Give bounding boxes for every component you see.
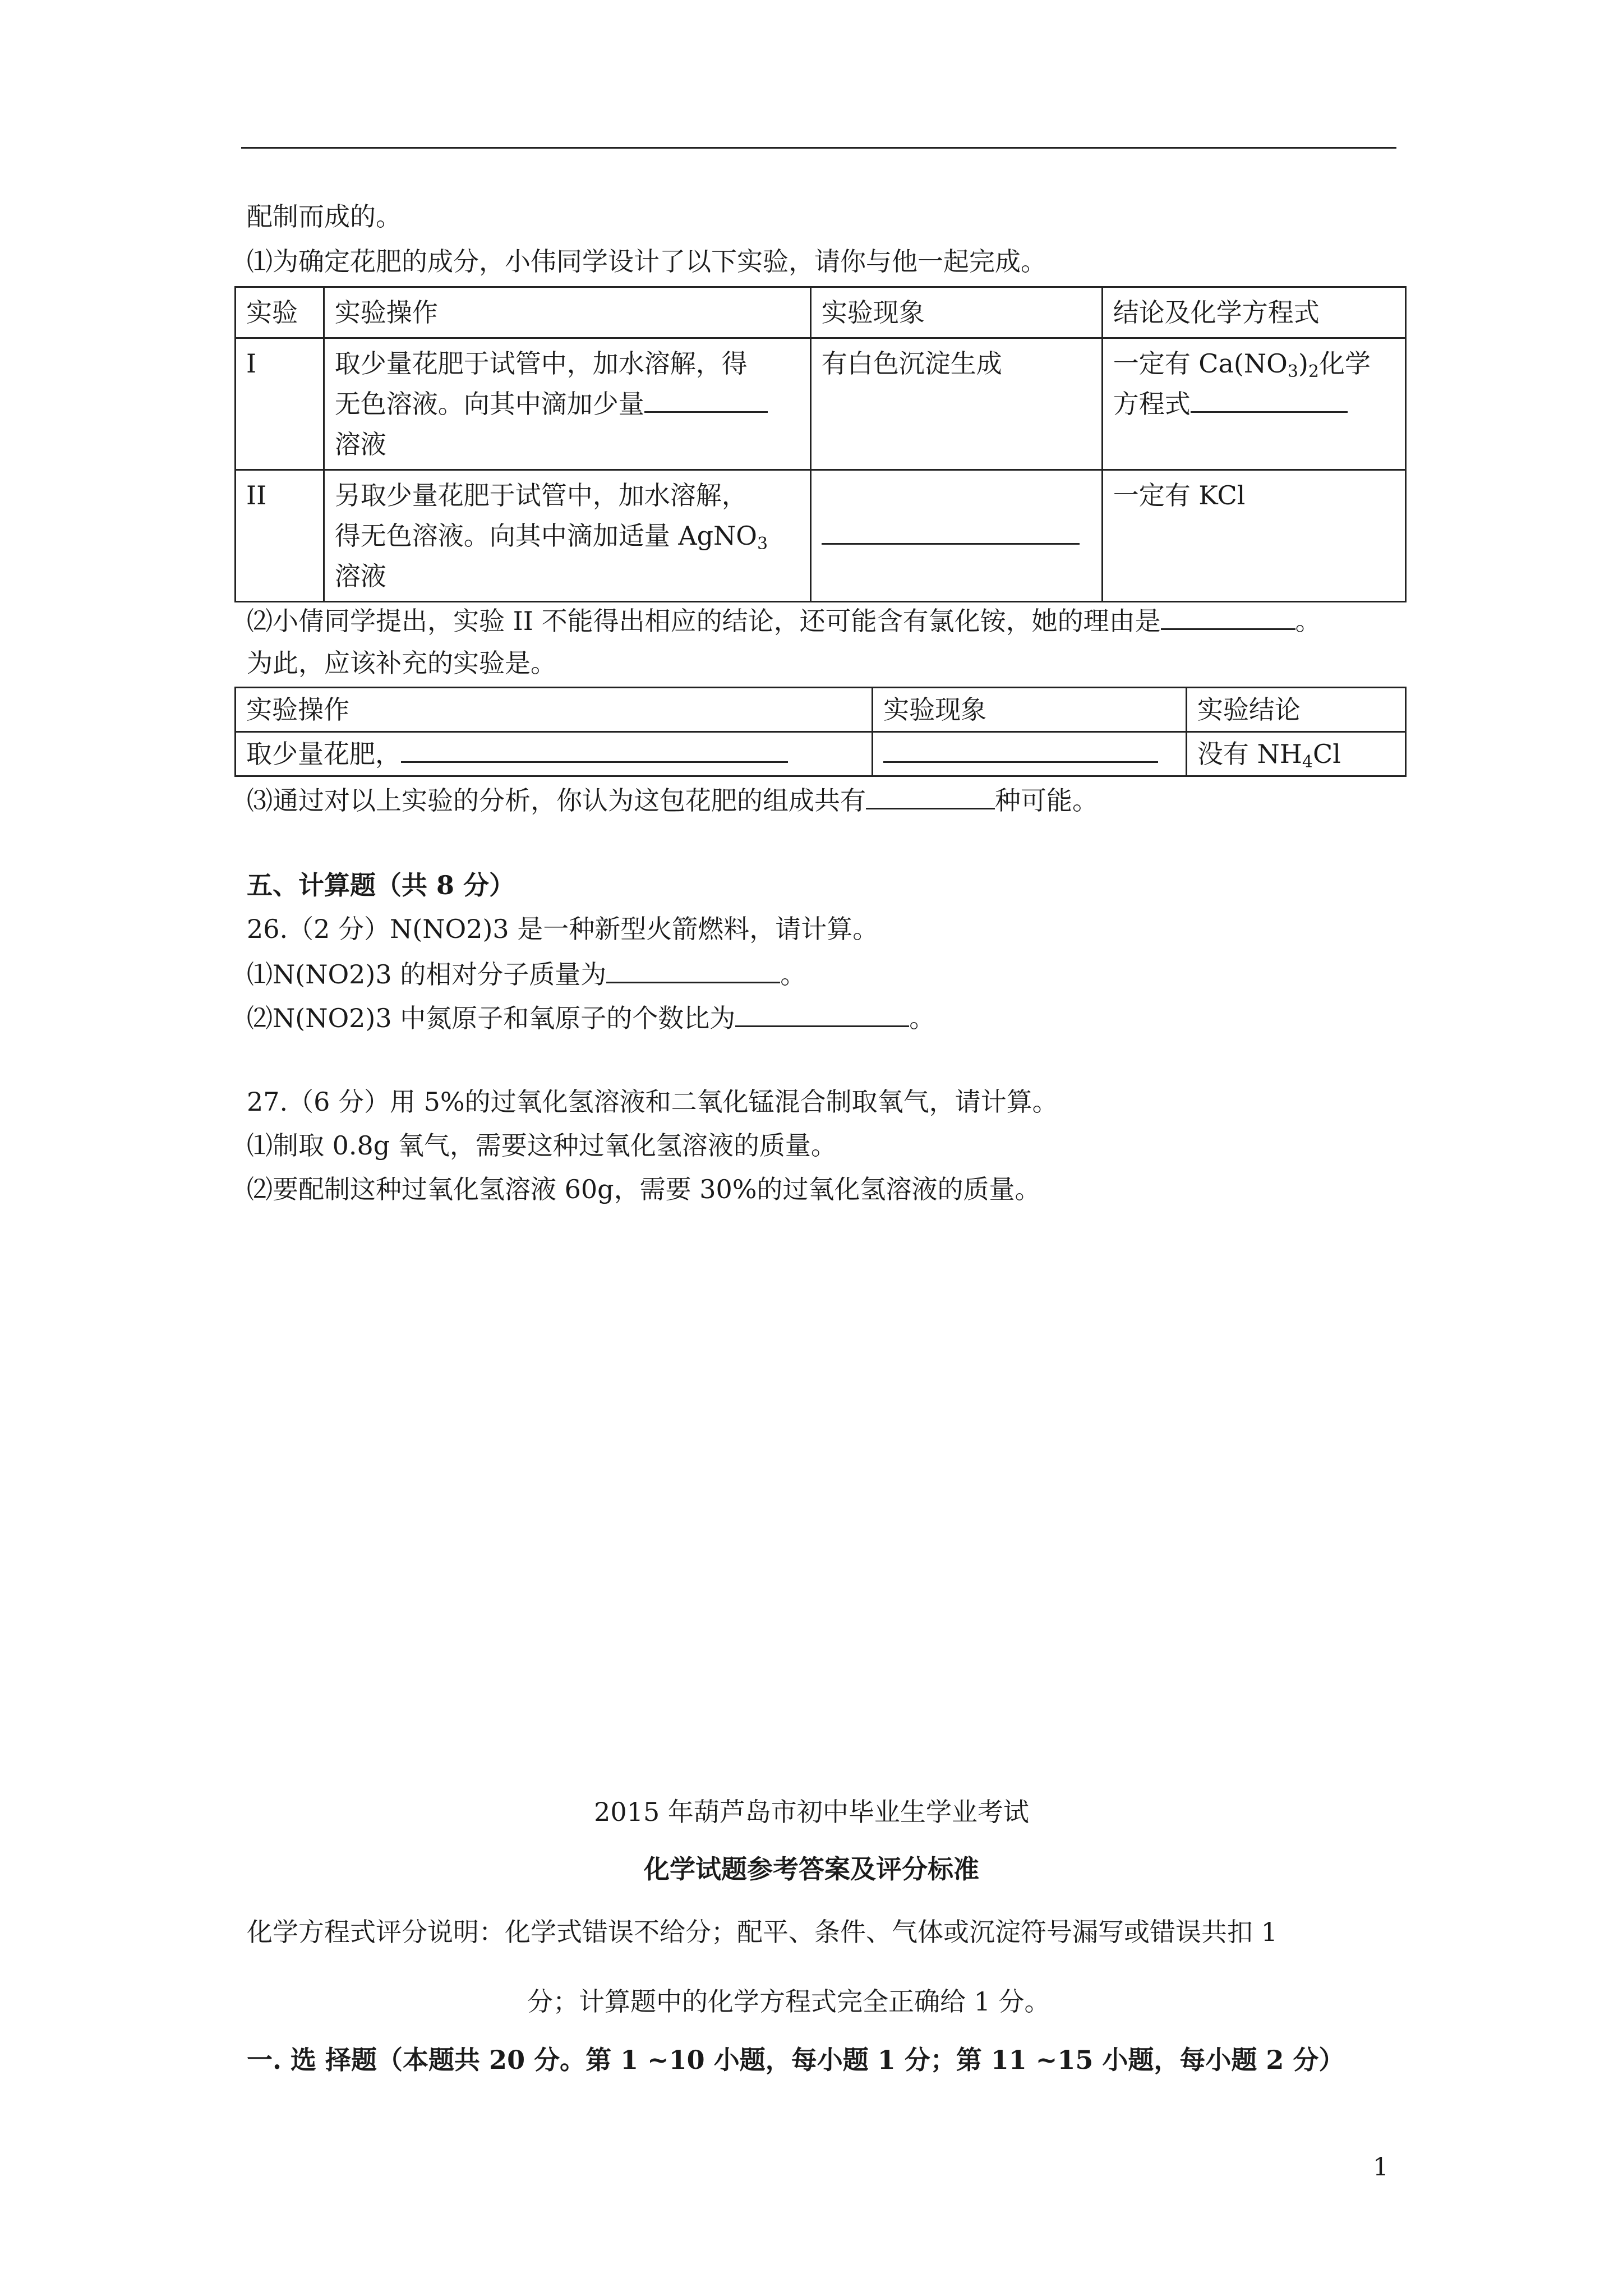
- header-cell: 实验结论: [1186, 688, 1405, 732]
- experiment-conclusion: [1186, 732, 1405, 776]
- question-text: 。: [1295, 606, 1321, 636]
- subscript: 4: [1302, 752, 1313, 772]
- subscript: 2: [1308, 362, 1319, 381]
- cell-text: 取少量花肥，: [246, 739, 401, 769]
- header-cell: 实验现象: [810, 287, 1102, 338]
- cell-line: [335, 384, 800, 424]
- answer-blank: [644, 386, 768, 413]
- table-row: [236, 470, 1406, 602]
- question-text: ⑵N(NO2)3 中氮原子和氧原子的个数比为: [247, 1003, 736, 1033]
- question-text: ⑵小倩同学提出，实验 II 不能得出相应的结论，还可能含有氯化铵，她的理由是: [247, 606, 1161, 636]
- experiment-conclusion: 一定有 KCl: [1102, 470, 1405, 602]
- experiment-operation: [324, 338, 810, 470]
- scoring-note-line-2: 分；计算题中的化学方程式完全正确给 1 分。: [527, 1986, 1050, 2017]
- cell-line: [822, 516, 1091, 556]
- formula-text: 一定有 Ca(NO: [1113, 348, 1288, 379]
- scoring-note-line-1: 化学方程式评分说明：化学式错误不给分；配平、条件、气体或沉淀符号漏写或错误共扣 1: [247, 1917, 1278, 1947]
- subscript: 3: [757, 534, 768, 554]
- formula-text: ): [1298, 348, 1308, 379]
- answer-blank: [1191, 386, 1348, 413]
- answer-blank: [822, 518, 1080, 545]
- question-2-line-1: [247, 604, 1321, 638]
- experiment-phenomenon: [873, 732, 1187, 776]
- table-row: [236, 338, 1406, 470]
- experiment-conclusion: [1102, 338, 1405, 470]
- question-2-line-2: 为此，应该补充的实验是。: [247, 648, 556, 678]
- cell-text: 得无色溶液。向其中滴加适量 AgNO: [334, 521, 757, 551]
- formula-text: 没有 NH: [1197, 739, 1302, 769]
- table-header-row: [236, 287, 1406, 338]
- experiment-id: I: [236, 338, 324, 470]
- question-26-part-2: [247, 1001, 935, 1035]
- answer-key-title: 2015 年葫芦岛市初中毕业生学业考试: [594, 1797, 1029, 1827]
- experiment-phenomenon: 有白色沉淀生成: [810, 338, 1102, 470]
- question-text: ⑴N(NO2)3 的相对分子质量为: [247, 959, 607, 990]
- question-text: 。: [909, 1003, 935, 1033]
- cell-line: [335, 516, 800, 556]
- answer-blank: [401, 737, 788, 763]
- intro-line: 配制而成的。: [247, 201, 402, 232]
- question-3-line: [247, 783, 1098, 817]
- experiment-phenomenon: [810, 470, 1102, 602]
- question-text: 。: [780, 959, 806, 990]
- formula-text: Cl: [1313, 739, 1341, 769]
- experiment-id: II: [236, 470, 324, 602]
- header-cell: 实验: [236, 287, 324, 338]
- cell-text: 无色溶液。向其中滴加少量: [334, 389, 644, 419]
- cell-line: [1113, 384, 1395, 424]
- experiment-table-1: [234, 286, 1407, 602]
- question-26: 26.（2 分）N(NO2)3 是一种新型火箭燃料，请计算。: [247, 914, 879, 944]
- question-27: 27.（6 分）用 5%的过氧化氢溶液和二氧化锰混合制取氧气，请计算。: [247, 1087, 1058, 1117]
- section-1-title: 一. 选 择题（本题共 20 分。第 1 ~10 小题，每小题 1 分；第 11 ~15 小题，每小题 2 分）: [247, 2045, 1345, 2075]
- experiment-operation: [324, 470, 810, 602]
- header-cell: 实验操作: [236, 688, 873, 732]
- subscript: 3: [1287, 362, 1298, 381]
- answer-key-subtitle: 化学试题参考答案及评分标准: [644, 1854, 979, 1884]
- cell-line: 溶液: [334, 561, 386, 591]
- cell-text: 方程式: [1113, 389, 1191, 419]
- header-cell: 实验现象: [873, 688, 1187, 732]
- cell-line: [1113, 343, 1395, 384]
- section-5-title: 五、计算题（共 8 分）: [247, 870, 515, 900]
- answer-blank: [866, 783, 995, 809]
- question-1-prompt: ⑴为确定花肥的成分，小伟同学设计了以下实验，请你与他一起完成。: [247, 246, 1046, 277]
- experiment-table-2: [234, 687, 1407, 777]
- question-27-part-2: ⑵要配制这种过氧化氢溶液 60g，需要 30%的过氧化氢溶液的质量。: [247, 1174, 1041, 1204]
- question-text: 种可能。: [995, 785, 1098, 816]
- answer-blank: [735, 1001, 909, 1027]
- cell-line: 取少量花肥于试管中，加水溶解，得: [334, 348, 748, 379]
- question-26-part-1: [247, 957, 806, 991]
- cell-line: 另取少量花肥于试管中，加水溶解，: [334, 480, 748, 510]
- header-cell: 结论及化学方程式: [1102, 287, 1405, 338]
- experiment-operation: [236, 732, 873, 776]
- answer-blank: [1161, 604, 1295, 630]
- cell-line: 溶液: [334, 429, 386, 459]
- answer-blank: [883, 737, 1158, 763]
- page-number: 1: [1373, 2153, 1389, 2182]
- table-header-row: [236, 688, 1406, 732]
- table-row: [236, 732, 1406, 776]
- answer-blank: [606, 957, 780, 983]
- header-cell: 实验操作: [324, 287, 810, 338]
- question-27-part-1: ⑴制取 0.8g 氧气，需要这种过氧化氢溶液的质量。: [247, 1130, 837, 1161]
- header-rule: [241, 147, 1396, 149]
- question-text: ⑶通过对以上实验的分析，你认为这包花肥的组成共有: [247, 785, 866, 816]
- formula-text: 化学: [1318, 348, 1371, 379]
